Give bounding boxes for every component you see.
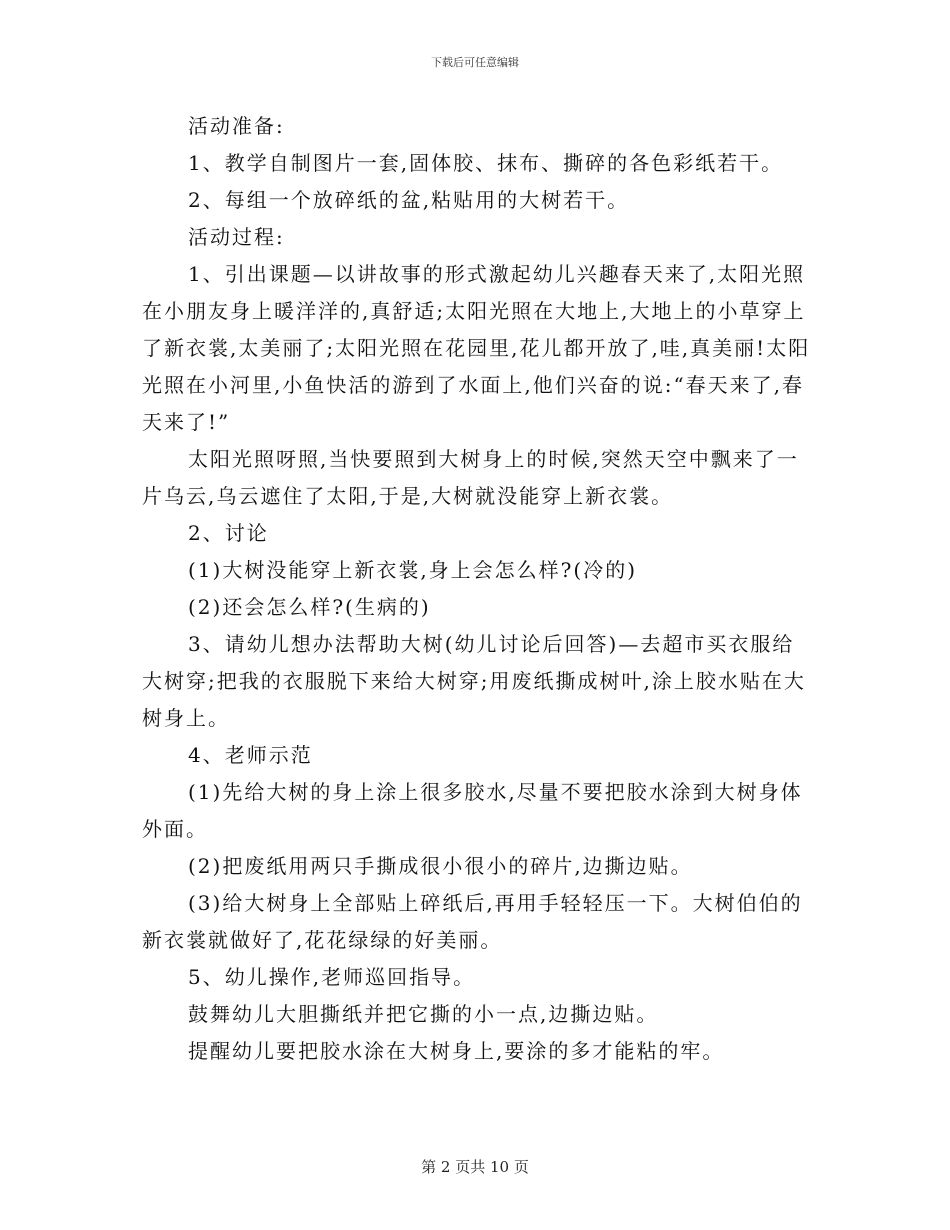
paragraph-discussion-q1: (1)大树没能穿上新衣裳,身上会怎么样?(冷的) [188, 558, 638, 582]
paragraph-demo-3: (3)给大树身上全部贴上碎纸后,再用手轻轻压一下。大树伯伯的新衣裳就做好了,花花绿绿的好美丽。 [142, 891, 803, 952]
paragraph-preparation-1: 1、教学自制图片一套,固体胶、抹布、撕碎的各色彩纸若干。 [188, 151, 784, 175]
page-header: 下载后可任意编辑 [431, 56, 519, 69]
paragraph-story-continued: 太阳光照呀照,当快要照到大树身上的时候,突然天空中飘来了一片乌云,乌云遮住了太阳,于是,大树就没能穿上新衣裳。 [142, 447, 799, 508]
paragraph-demo-1: (1)先给大树的身上涂上很多胶水,尽量不要把胶水涂到大树身体外面。 [142, 780, 803, 841]
paragraph-preparation-2: 2、每组一个放碎纸的盆,粘贴用的大树若干。 [188, 188, 630, 212]
paragraph-step-5-practice: 5、幼儿操作,老师巡回指导。 [188, 965, 476, 989]
paragraph-discussion-q2: (2)还会怎么样?(生病的) [188, 595, 431, 619]
paragraph-step-3-ideas: 3、请幼儿想办法帮助大树(幼儿讨论后回答)—去超市买衣服给大树穿;把我的衣服脱下来给大树穿;用废纸撕成树叶,涂上胶水贴在大树身上。 [142, 632, 806, 730]
paragraph-step-4-demo: 4、老师示范 [188, 743, 313, 767]
paragraph-preparation-heading: 活动准备: [188, 114, 285, 138]
paragraph-step-1-story: 1、引出课题—以讲故事的形式激起幼儿兴趣春天来了,太阳光照在小朋友身上暖洋洋的,真舒适;太阳光照在大地上,大地上的小草穿上了新衣裳,太美丽了;太阳光照在花园里,花儿都开放了,哇,真美丽!太阳光照在小河里,小鱼快活的游到了水面上,他们兴奋的说:“春天来了,春天来了!” [142, 262, 811, 434]
paragraph-demo-2: (2)把废纸用两只手撕成很小很小的碎片,边撕边贴。 [188, 854, 693, 878]
page-footer: 第 2 页共 10 页 [421, 1158, 529, 1176]
document-body [142, 108, 814, 1070]
paragraph-remind: 提醒幼儿要把胶水涂在大树身上,要涂的多才能粘的牢。 [188, 1039, 725, 1063]
paragraph-step-2-discussion: 2、讨论 [188, 521, 269, 545]
paragraph-process-heading: 活动过程: [188, 225, 285, 249]
paragraph-encourage: 鼓舞幼儿大胆撕纸并把它撕的小一点,边撕边贴。 [188, 1002, 659, 1026]
